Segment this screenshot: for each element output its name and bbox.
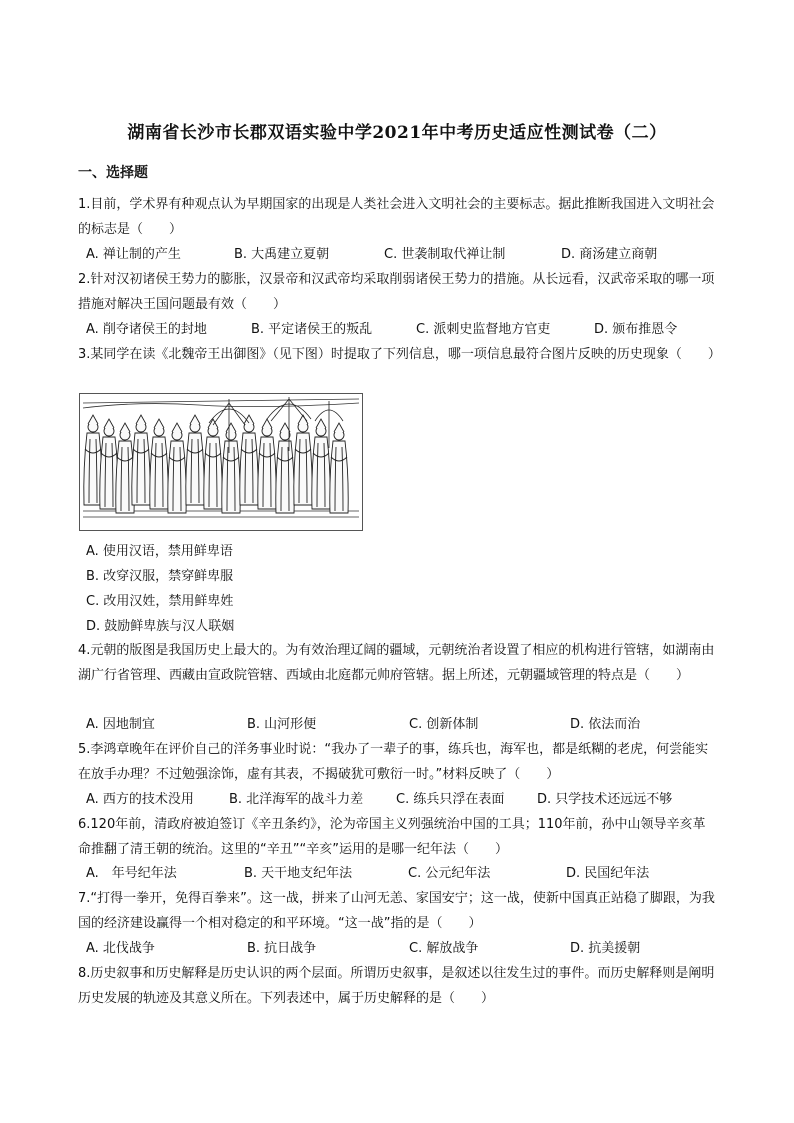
question-5-options xyxy=(86,788,706,812)
exam-title: 湖南省长沙市长郡双语实验中学2021年中考历史适应性测试卷（二） xyxy=(127,123,667,143)
question-2-options xyxy=(86,318,706,342)
option-d[interactable]: D. 只学技术还远远不够 xyxy=(537,792,673,807)
option-c[interactable]: C. 解放战争 xyxy=(409,941,479,956)
question-3-option-c[interactable]: C. 改用汉姓，禁用鲜卑姓 xyxy=(86,594,234,609)
option-a[interactable]: A. 禅让制的产生 xyxy=(86,247,181,262)
option-c[interactable]: C. 世袭制取代禅让制 xyxy=(384,247,506,262)
question-8-stem: 8.历史叙事和历史解释是历史认识的两个层面。所谓历史叙事，是叙述以往发生过的事件。而历史解释则是阐明历史发展的轨迹及其意义所在。下列表述中，属于历史解释的是（ ） xyxy=(78,966,715,1006)
question-4-options xyxy=(86,713,706,737)
option-b[interactable]: B. 北洋海军的战斗力差 xyxy=(229,792,364,807)
question-7-options xyxy=(86,937,706,961)
option-a[interactable]: A. 削夺诸侯王的封地 xyxy=(86,322,207,337)
option-c[interactable]: C. 练兵只浮在表面 xyxy=(396,792,505,807)
option-c[interactable]: C. 创新体制 xyxy=(409,717,479,732)
option-b[interactable]: B. 抗日战争 xyxy=(247,941,317,956)
option-b[interactable]: B. 平定诸侯王的叛乱 xyxy=(251,322,373,337)
question-3-option-a[interactable]: A. 使用汉语，禁用鲜卑语 xyxy=(86,544,233,559)
option-d[interactable]: D. 抗美援朝 xyxy=(570,941,641,956)
question-5-stem: 5.李鸿章晚年在评价自己的洋务事业时说：“我办了一辈子的事，练兵也，海军也，都是纸糊的老虎，何尝能实在放手办理？不过勉强涂饰，虚有其表，不揭破犹可敷衍一时。”材料反映了（ ） xyxy=(78,742,709,782)
question-3-stem: 3.某同学在读《北魏帝王出御图》（见下图）时提取了下列信息，哪一项信息最符合图片反映的历史现象（ ） xyxy=(78,347,721,362)
question-6-options xyxy=(86,862,706,886)
question-6-stem: 6.120年前，清政府被迫签订《辛丑条约》，沦为帝国主义列强统治中国的工具；110年前，孙中山领导辛亥革命推翻了清王朝的统治。这里的“辛丑”“辛亥”运用的是哪一纪年法（ ） xyxy=(78,817,706,857)
option-a[interactable]: A. 北伐战争 xyxy=(86,941,155,956)
question-1-stem: 1.目前，学术界有种观点认为早期国家的出现是人类社会进入文明社会的主要标志。据此推断我国进入文明社会的标志是（ ） xyxy=(78,197,715,237)
option-b[interactable]: B. 山河形便 xyxy=(247,717,317,732)
option-b[interactable]: B. 天干地支纪年法 xyxy=(244,866,353,881)
option-d[interactable]: D. 民国纪年法 xyxy=(566,866,650,881)
option-c[interactable]: C. 派刺史监督地方官吏 xyxy=(416,322,551,337)
option-a[interactable]: A. 因地制宜 xyxy=(86,717,155,732)
option-a[interactable]: A. 年号纪年法 xyxy=(86,866,177,881)
northern-wei-emperor-procession-image xyxy=(79,393,363,531)
option-a[interactable]: A. 西方的技术没用 xyxy=(86,792,194,807)
question-7-stem: 7.“打得一拳开，免得百拳来”。这一战，拼来了山河无恙、家国安宁；这一战，使新中国真正站稳了脚跟，为我国的经济建设赢得一个相对稳定的和平环境。“这一战”指的是（ ） xyxy=(78,891,715,931)
option-c[interactable]: C. 公元纪年法 xyxy=(408,866,491,881)
option-b[interactable]: B. 大禹建立夏朝 xyxy=(234,247,330,262)
question-4-stem: 4.元朝的版图是我国历史上最大的。为有效治理辽阔的疆域，元朝统治者设置了相应的机构进行管辖，如湖南由湖广行省管理、西藏由宣政院管辖、西域由北庭都元帅府管辖。据上所述，元朝疆域管理的特点是（ ） xyxy=(78,643,715,683)
option-d[interactable]: D. 颁布推恩令 xyxy=(594,322,678,337)
question-1-options xyxy=(86,243,706,267)
question-3-option-b[interactable]: B. 改穿汉服，禁穿鲜卑服 xyxy=(86,569,234,584)
question-3-option-d[interactable]: D. 鼓励鲜卑族与汉人联姻 xyxy=(86,619,235,634)
option-d[interactable]: D. 商汤建立商朝 xyxy=(561,247,658,262)
question-2-stem: 2.针对汉初诸侯王势力的膨胀，汉景帝和汉武帝均采取削弱诸侯王势力的措施。从长远看，汉武帝采取的哪一项措施对解决王国问题最有效（ ） xyxy=(78,272,715,312)
option-d[interactable]: D. 依法而治 xyxy=(570,717,641,732)
section-heading: 一、选择题 xyxy=(78,165,148,181)
